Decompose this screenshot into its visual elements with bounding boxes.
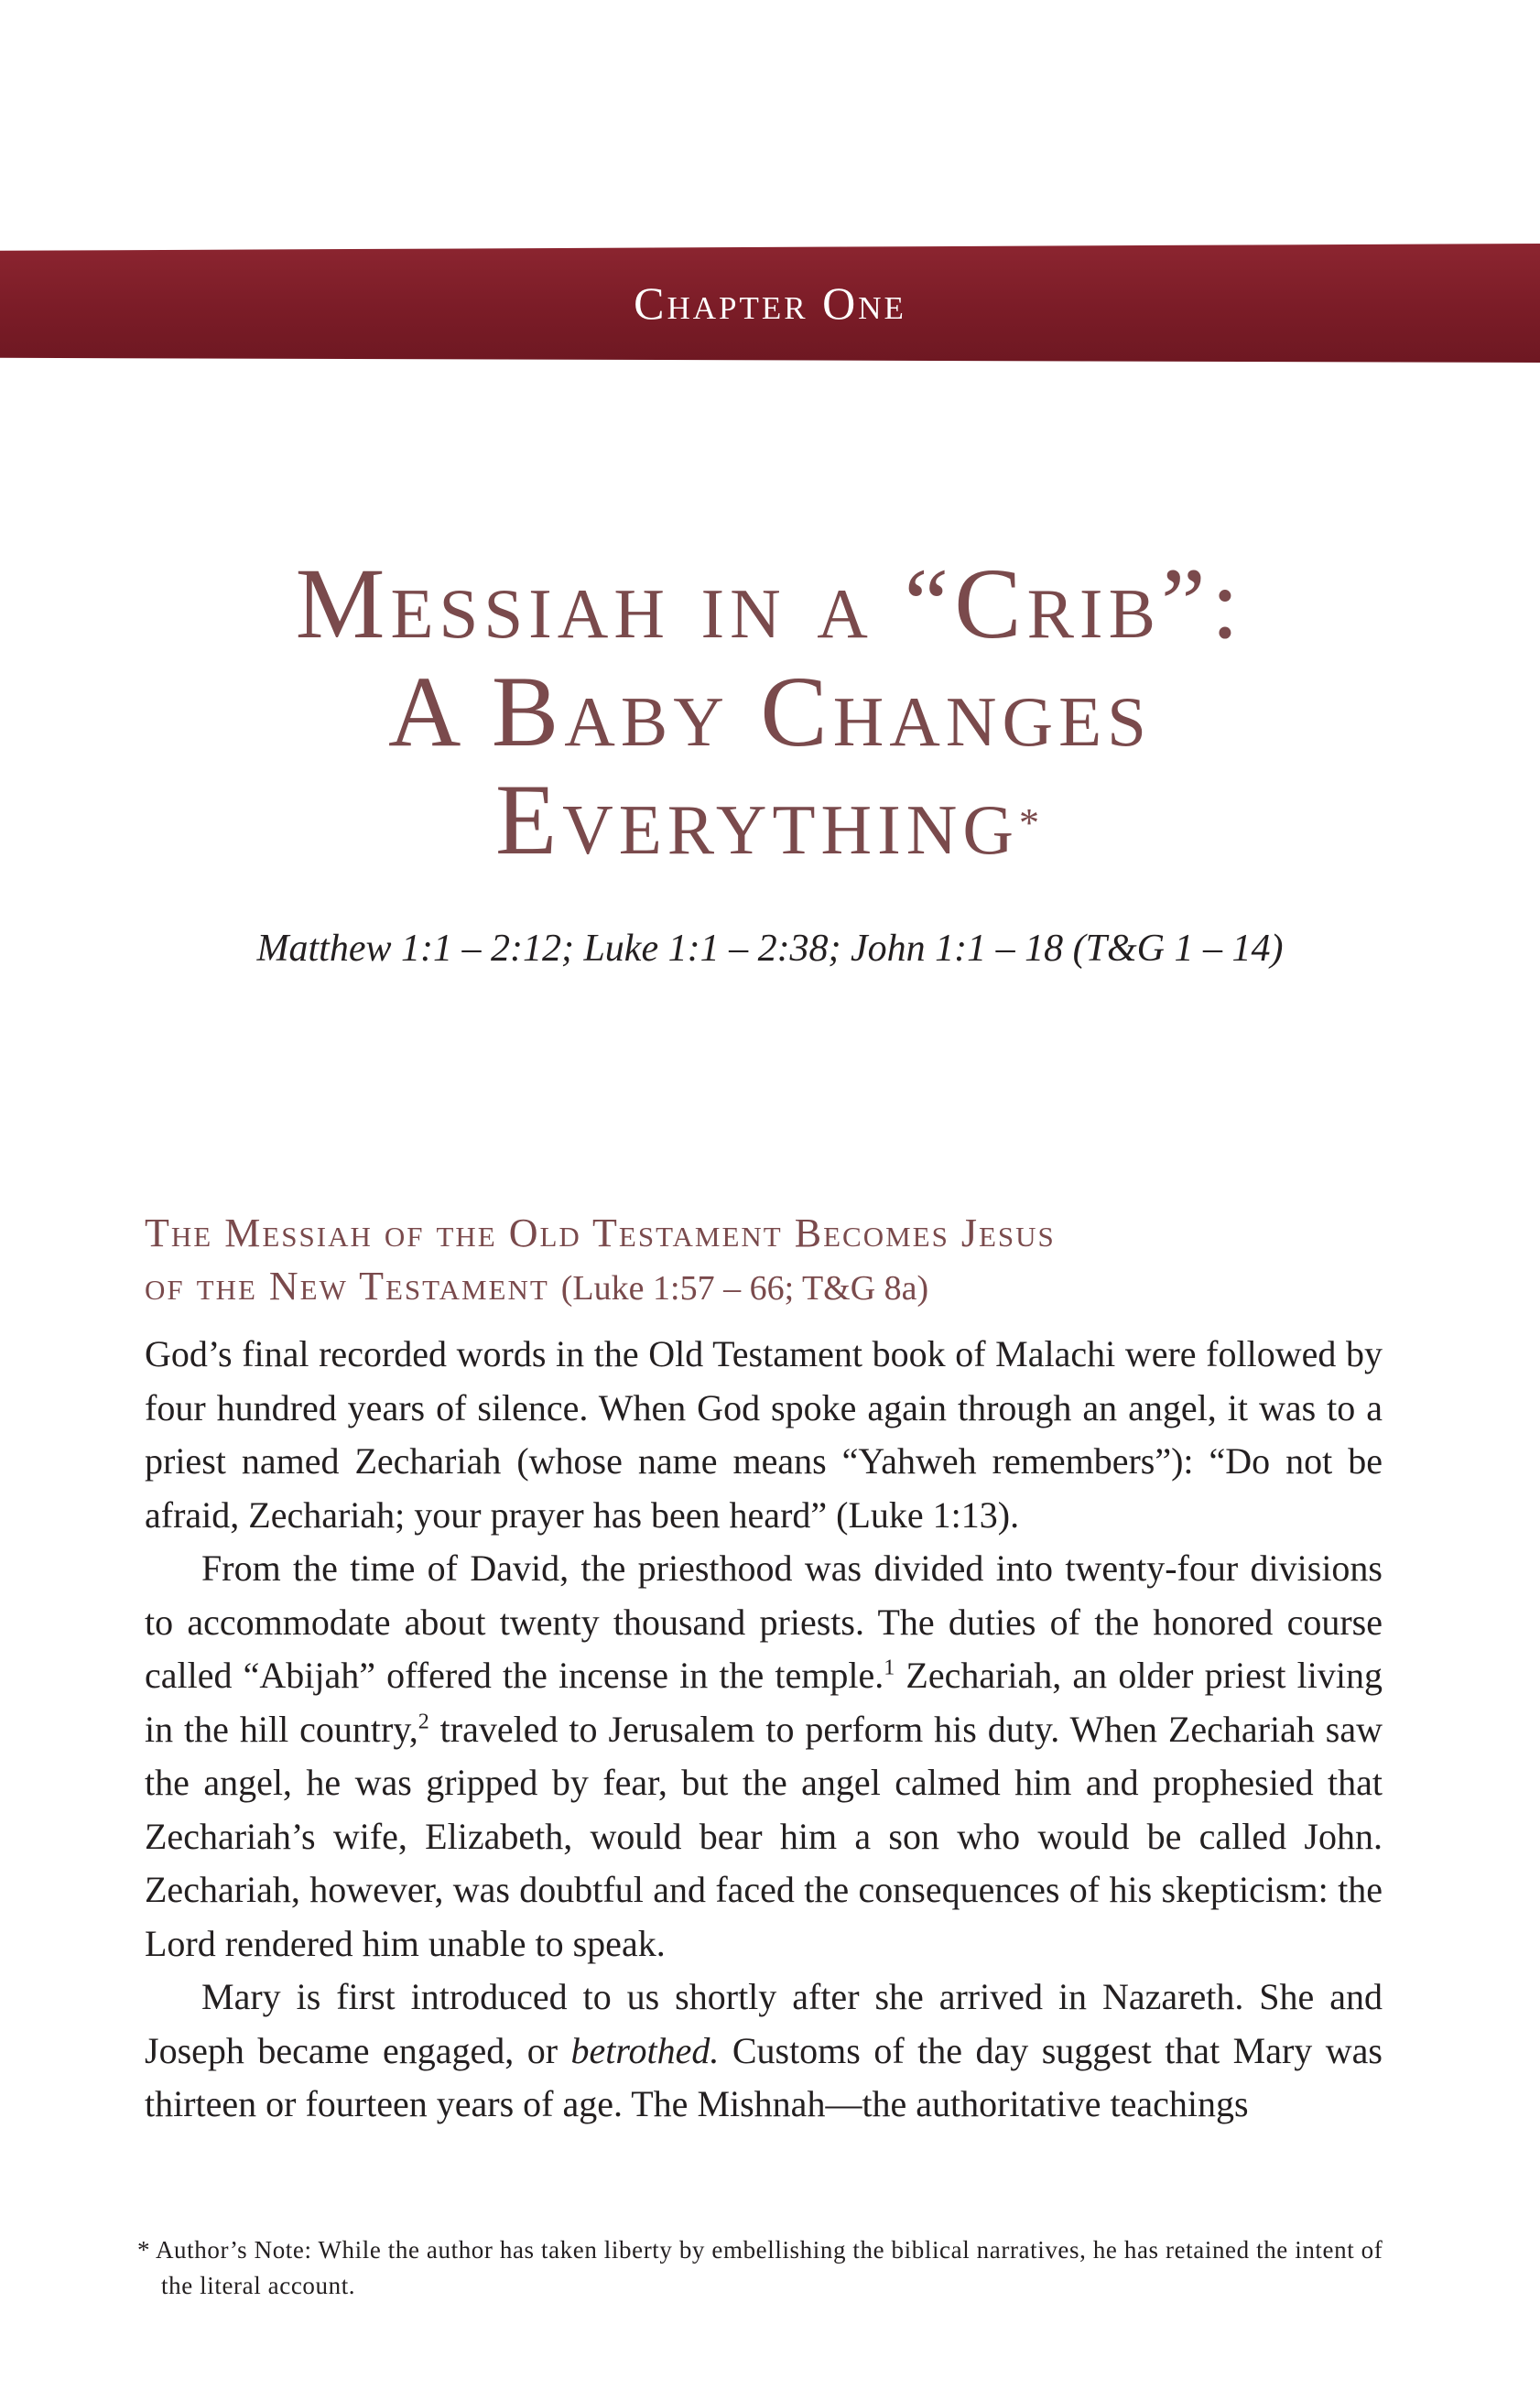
author-footnote: * Author’s Note: While the author has taken liberty by embellishing the biblical narratives, he has retained the intent of the literal account. bbox=[137, 2236, 1383, 2299]
section-heading-line-1: The Messiah of the Old Testament Becomes Jesus bbox=[145, 1211, 1056, 1255]
paragraph-2-part-c: traveled to Jerusalem to perform his duty. When Zechariah saw the angel, he was gripped by fear, but the angel calmed him and prophesied that Zechariah’s wife, Elizabeth, would bear him a son who would be called John. Zechariah, however, was doubtful and faced the consequences of his skepticism: the Lord rendered him unable to speak. bbox=[145, 1708, 1383, 1964]
section-heading-line-2 bbox=[145, 1260, 1390, 1315]
title-footnote-asterisk: * bbox=[1019, 800, 1046, 845]
chapter-label: Chapter One bbox=[634, 277, 906, 329]
paragraph-3-italic-word: betrothed. bbox=[570, 2029, 720, 2071]
section-heading-line-2-text: of the New Testament bbox=[145, 1264, 549, 1309]
paragraph-3-part-a: Mary is first introduced to us shortly after she arrived in Nazareth. She and Joseph became engaged, or bbox=[145, 1976, 1383, 2071]
chapter-title-line-1: Messiah in a “Crib”: bbox=[295, 548, 1245, 659]
chapter-title bbox=[137, 549, 1403, 874]
footnote-ref-1: 1 bbox=[884, 1656, 895, 1680]
paragraph-2-part-a: From the time of David, the priesthood was divided into twenty-four divisions to accommodate about twenty thousand priests. The duties of the honored course called “Abijah” offered the incense in the temple. bbox=[145, 1547, 1383, 1696]
chapter-title-line-3 bbox=[137, 766, 1403, 874]
paragraph-2-part-b: Zechariah, an older priest living in the hill country, bbox=[145, 1655, 1383, 1750]
chapter-title-line-3-text: Everything bbox=[494, 764, 1020, 875]
section-heading bbox=[145, 1207, 1390, 1315]
scripture-reference: Matthew 1:1 – 2:12; Luke 1:1 – 2:38; John 1:1 – 18 (T&G 1 – 14) bbox=[256, 928, 1284, 970]
paragraph-3 bbox=[145, 1971, 1383, 2132]
paragraph-3-part-b: Customs of the day suggest that Mary was thirteen or fourteen years of age. The Mishnah—the authoritative teachings bbox=[145, 2029, 1383, 2124]
body-text bbox=[145, 1328, 1383, 2132]
chapter-title-line-2: A Baby Changes bbox=[388, 656, 1152, 767]
paragraph-2 bbox=[145, 1542, 1383, 1971]
section-heading-reference: (Luke 1:57 – 66; T&G 8a) bbox=[560, 1269, 929, 1308]
paragraph-1: God’s final recorded words in the Old Testament book of Malachi were followed by four hundred years of silence. When God spoke again through an angel, it was to a priest named Zechariah (whose name means “Yahweh remembers”): “Do not be afraid, Zechariah; your prayer has been heard” (Luke 1:13). bbox=[145, 1333, 1383, 1536]
footnote-ref-2: 2 bbox=[418, 1710, 429, 1734]
